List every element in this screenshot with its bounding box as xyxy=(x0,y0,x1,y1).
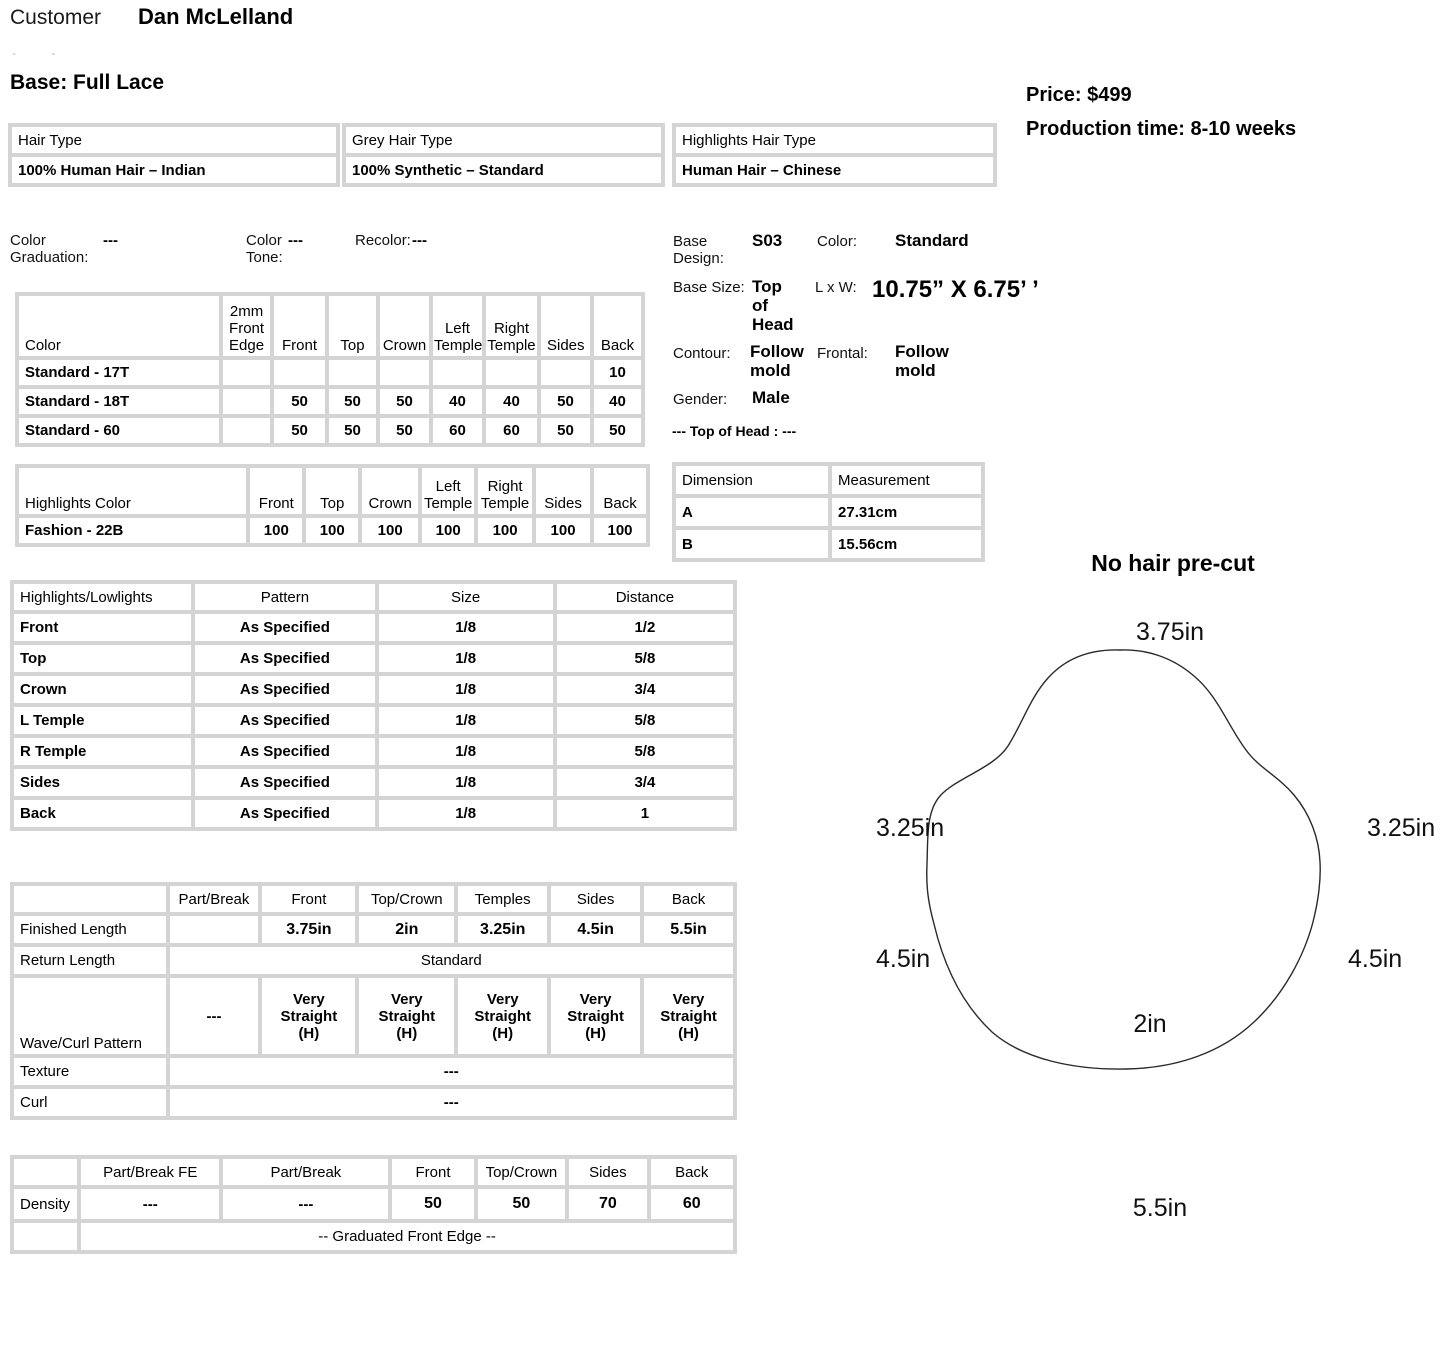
col-header: Front xyxy=(392,1159,473,1185)
col-header: Top xyxy=(329,296,376,356)
lxw-value: 10.75” X 6.75’ ’ xyxy=(872,276,1039,303)
base-title: Base: Full Lace xyxy=(10,71,165,94)
col-header: Top/Crown xyxy=(359,886,454,912)
color-graduation-value: --- xyxy=(103,232,118,249)
dimension-name: A xyxy=(676,498,828,526)
col-header: Sides xyxy=(541,296,590,356)
col-header: 2mm Front Edge xyxy=(223,296,270,356)
col-header: Part/Break xyxy=(223,1159,388,1185)
col-header: Right Temple xyxy=(486,296,537,356)
highlights-lowlights-table xyxy=(10,580,737,831)
cell: 50 xyxy=(329,418,376,443)
contour-value: Follow mold xyxy=(750,342,804,380)
frontal-label: Frontal: xyxy=(817,345,868,362)
table-row xyxy=(19,360,641,385)
cell xyxy=(223,418,270,443)
wave-value: Very Straight (H) xyxy=(280,990,338,1042)
cell: 100 xyxy=(478,518,532,543)
table-row xyxy=(14,707,733,734)
cell: 50 xyxy=(274,389,325,414)
curl-value: --- xyxy=(170,1089,733,1116)
lxw-label: L x W: xyxy=(815,279,857,296)
texture-row xyxy=(14,1058,733,1085)
cell: 50 xyxy=(541,389,590,414)
table-row xyxy=(14,614,733,641)
production-time: Production time: 8-10 weeks xyxy=(1026,118,1297,140)
cell: 1 xyxy=(557,800,733,827)
table-row xyxy=(19,518,646,543)
gender-label: Gender: xyxy=(673,391,728,408)
col-header: Sides xyxy=(536,468,590,514)
col-header: Left Temple xyxy=(433,296,482,356)
density-footer-row xyxy=(14,1223,733,1250)
table-row xyxy=(19,389,641,414)
cell: --- xyxy=(81,1189,219,1219)
cell xyxy=(223,360,270,385)
cell: As Specified xyxy=(195,769,374,796)
cell: 1/8 xyxy=(379,614,553,641)
curl-row xyxy=(14,1089,733,1116)
return-length-value: Standard xyxy=(170,947,733,974)
highlights-color-header-row xyxy=(19,468,646,514)
row-name: Density xyxy=(14,1189,77,1219)
cell xyxy=(541,360,590,385)
dimension-value: 27.31cm xyxy=(832,498,981,526)
cell: As Specified xyxy=(195,614,374,641)
highlights-color-table xyxy=(15,464,650,547)
cell: 40 xyxy=(594,389,641,414)
dimension-name: B xyxy=(676,530,828,558)
col-header: Top/Crown xyxy=(478,1159,566,1185)
cell: 1/2 xyxy=(557,614,733,641)
cell xyxy=(359,978,454,1054)
cell: 50 xyxy=(541,418,590,443)
contour-label: Contour: xyxy=(673,345,731,362)
return-length-row xyxy=(14,947,733,974)
col-header: Front xyxy=(262,886,355,912)
texture-value: --- xyxy=(170,1058,733,1085)
head-outline-path xyxy=(927,650,1320,1069)
row-name: Standard - 18T xyxy=(19,389,219,414)
head-outline-diagram xyxy=(880,600,1440,1240)
col-header: Highlights/Lowlights xyxy=(14,584,191,610)
col-header xyxy=(14,1159,77,1185)
wave-curl-row xyxy=(14,978,733,1054)
row-name: Curl xyxy=(14,1089,166,1116)
col-header: Left Temple xyxy=(422,468,474,514)
cell: 1/8 xyxy=(379,769,553,796)
recolor-label: Recolor: xyxy=(355,232,411,249)
col-header: Highlights Color xyxy=(19,468,246,514)
wave-value: Very Straight (H) xyxy=(474,990,532,1042)
measure-top: 3.75in xyxy=(1135,618,1205,646)
col-header: Back xyxy=(594,296,641,356)
cell: 5/8 xyxy=(557,738,733,765)
cell: 60 xyxy=(433,418,482,443)
col-header: Right Temple xyxy=(478,468,532,514)
cell: 50 xyxy=(380,418,429,443)
cell: As Specified xyxy=(195,738,374,765)
length-header-row xyxy=(14,886,733,912)
row-name: R Temple xyxy=(14,738,191,765)
table-row xyxy=(676,498,981,526)
cell: 3.25in xyxy=(458,916,547,943)
base-design-label: Base Design: xyxy=(673,233,724,267)
col-header: Crown xyxy=(362,468,418,514)
base-size-label: Base Size: xyxy=(673,279,745,296)
measure-left-lower: 4.5in xyxy=(876,945,931,973)
top-of-head-note: --- Top of Head : --- xyxy=(672,423,797,439)
row-name: Crown xyxy=(14,676,191,703)
cell: 1/8 xyxy=(379,738,553,765)
col-header: Back xyxy=(644,886,733,912)
cell: 40 xyxy=(486,389,537,414)
length-table xyxy=(10,882,737,1120)
highlights-hair-type-box xyxy=(672,123,997,187)
cell: --- xyxy=(170,978,259,1054)
cell: 100 xyxy=(306,518,358,543)
row-name: Fashion - 22B xyxy=(19,518,246,543)
cell xyxy=(644,978,733,1054)
cell: 1/8 xyxy=(379,676,553,703)
row-name: Front xyxy=(14,614,191,641)
table-row xyxy=(676,530,981,558)
cell: 5/8 xyxy=(557,707,733,734)
base-color-value: Standard xyxy=(895,231,969,250)
finished-length-row xyxy=(14,916,733,943)
color-tone-label: Color Tone: xyxy=(246,232,283,266)
cell: 1/8 xyxy=(379,645,553,672)
row-name: Wave/Curl Pattern xyxy=(14,978,166,1054)
customer-label: Customer xyxy=(10,6,102,29)
col-header: Back xyxy=(651,1159,733,1185)
graduated-front-edge-note: -- Graduated Front Edge -- xyxy=(81,1223,733,1250)
row-name: Top xyxy=(14,645,191,672)
base-size-value: Top of Head xyxy=(752,277,794,334)
hl-header-row xyxy=(14,584,733,610)
col-header: Pattern xyxy=(195,584,374,610)
grey-hair-type-value: 100% Synthetic – Standard xyxy=(346,157,661,183)
dimension-header-row xyxy=(676,466,981,494)
hair-type-box xyxy=(8,123,340,187)
measure-right-lower: 4.5in xyxy=(1348,945,1403,973)
row-name: L Temple xyxy=(14,707,191,734)
col-header: Front xyxy=(274,296,325,356)
cell: 5/8 xyxy=(557,645,733,672)
table-row xyxy=(14,769,733,796)
cell: 50 xyxy=(594,418,641,443)
cell: 50 xyxy=(380,389,429,414)
wave-value: Very Straight (H) xyxy=(378,990,436,1042)
density-header-row xyxy=(14,1159,733,1185)
table-row xyxy=(14,676,733,703)
measure-right-upper: 3.25in xyxy=(1367,814,1436,842)
cell xyxy=(380,360,429,385)
table-row xyxy=(14,645,733,672)
cell xyxy=(551,978,640,1054)
price: Price: $499 xyxy=(1026,84,1132,106)
row-name: Finished Length xyxy=(14,916,166,943)
cell: 70 xyxy=(569,1189,646,1219)
wave-value: Very Straight (H) xyxy=(660,990,717,1042)
cell: --- xyxy=(223,1189,388,1219)
cell: 10 xyxy=(594,360,641,385)
table-row xyxy=(14,800,733,827)
cell: 100 xyxy=(362,518,418,543)
row-name: Texture xyxy=(14,1058,166,1085)
col-header: Size xyxy=(379,584,553,610)
cell: 100 xyxy=(536,518,590,543)
row-name: Standard - 17T xyxy=(19,360,219,385)
recolor-value: --- xyxy=(412,232,427,249)
cell: 1/8 xyxy=(379,707,553,734)
cell xyxy=(262,978,355,1054)
base-design-value: S03 xyxy=(752,231,783,250)
cell: 3.75in xyxy=(262,916,355,943)
faint-marks: - - xyxy=(12,46,72,60)
cell: 60 xyxy=(486,418,537,443)
gender-value: Male xyxy=(752,388,790,407)
col-header: Sides xyxy=(569,1159,646,1185)
cell xyxy=(274,360,325,385)
cell: 50 xyxy=(478,1189,566,1219)
row-name: Return Length xyxy=(14,947,166,974)
row-name: Back xyxy=(14,800,191,827)
color-table xyxy=(15,292,645,447)
customer-name: Dan McLelland xyxy=(138,4,294,29)
col-header: Sides xyxy=(551,886,640,912)
table-row xyxy=(19,418,641,443)
row-name: Standard - 60 xyxy=(19,418,219,443)
density-table xyxy=(10,1155,737,1254)
col-header xyxy=(14,886,166,912)
cell: 1/8 xyxy=(379,800,553,827)
col-header: Part/Break FE xyxy=(81,1159,219,1185)
color-graduation-label: Color Graduation: xyxy=(10,232,89,266)
cell: 50 xyxy=(392,1189,473,1219)
cell xyxy=(458,978,547,1054)
cell: As Specified xyxy=(195,676,374,703)
hair-type-label: Hair Type xyxy=(12,127,336,153)
highlights-hair-type-value: Human Hair – Chinese xyxy=(676,157,993,183)
col-header: Distance xyxy=(557,584,733,610)
col-header: Color xyxy=(19,296,219,356)
cell: 100 xyxy=(422,518,474,543)
grey-hair-type-box xyxy=(342,123,665,187)
cell: 100 xyxy=(250,518,302,543)
cell: 2in xyxy=(359,916,454,943)
cell: 100 xyxy=(594,518,646,543)
dimension-value: 15.56cm xyxy=(832,530,981,558)
color-table-header-row xyxy=(19,296,641,356)
grey-hair-type-label: Grey Hair Type xyxy=(346,127,661,153)
cell xyxy=(433,360,482,385)
col-header: Dimension xyxy=(676,466,828,494)
density-values-row xyxy=(14,1189,733,1219)
frontal-value: Follow mold xyxy=(895,342,949,380)
col-header: Front xyxy=(250,468,302,514)
cell: 3/4 xyxy=(557,769,733,796)
cell: 50 xyxy=(329,389,376,414)
col-header: Top xyxy=(306,468,358,514)
measure-center: 2in xyxy=(1133,1010,1167,1038)
highlights-hair-type-label: Highlights Hair Type xyxy=(676,127,993,153)
cell xyxy=(223,389,270,414)
col-header: Measurement xyxy=(832,466,981,494)
cell: As Specified xyxy=(195,707,374,734)
measure-bottom: 5.5in xyxy=(1132,1194,1188,1222)
col-header: Crown xyxy=(380,296,429,356)
empty-cell xyxy=(14,1223,77,1250)
cell: 4.5in xyxy=(551,916,640,943)
cell: 3/4 xyxy=(557,676,733,703)
cell: 5.5in xyxy=(644,916,733,943)
dimension-table xyxy=(672,462,985,562)
col-header: Back xyxy=(594,468,646,514)
cell: As Specified xyxy=(195,645,374,672)
measure-left-upper: 3.25in xyxy=(876,814,945,842)
cell: 60 xyxy=(651,1189,733,1219)
row-name: Sides xyxy=(14,769,191,796)
col-header: Temples xyxy=(458,886,547,912)
wave-value: Very Straight (H) xyxy=(567,990,624,1042)
cell: 50 xyxy=(274,418,325,443)
cell: As Specified xyxy=(195,800,374,827)
cell xyxy=(329,360,376,385)
base-color-label: Color: xyxy=(817,233,858,250)
diagram-title: No hair pre-cut xyxy=(1091,550,1255,576)
col-header: Part/Break xyxy=(170,886,259,912)
cell xyxy=(486,360,537,385)
hair-type-value: 100% Human Hair – Indian xyxy=(12,157,336,183)
cell: 40 xyxy=(433,389,482,414)
color-tone-value: --- xyxy=(288,232,303,249)
table-row xyxy=(14,738,733,765)
cell xyxy=(170,916,259,943)
